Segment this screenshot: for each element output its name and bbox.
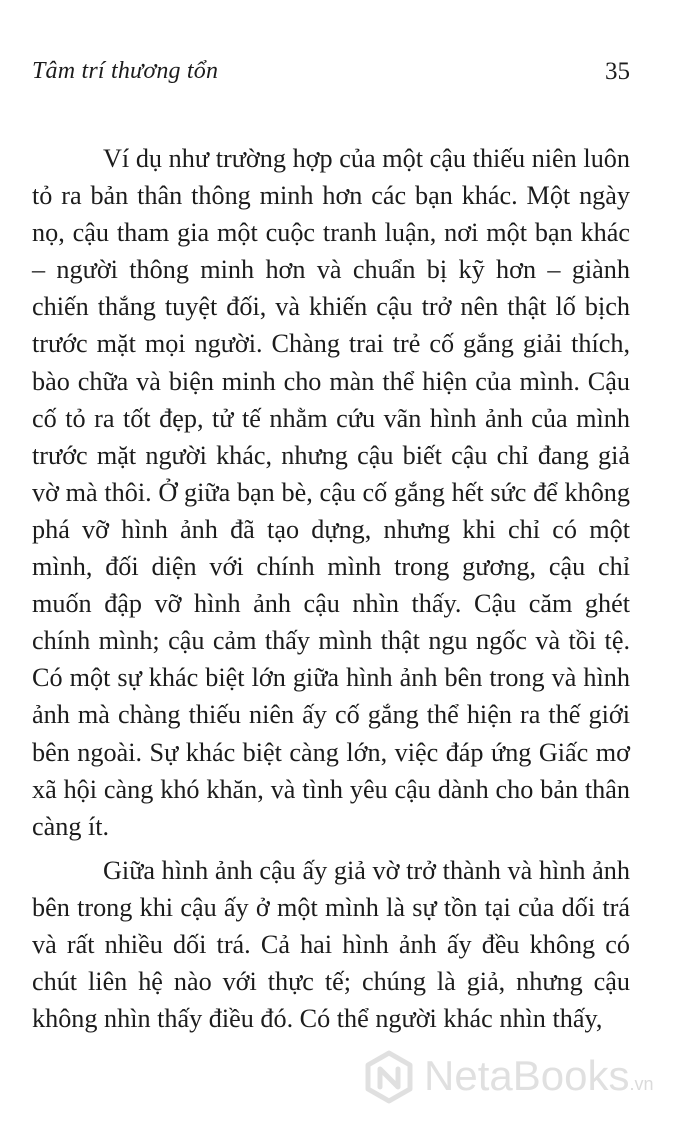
paragraph-1: Ví dụ như trường hợp của một cậu thiếu niên luôn tỏ ra bản thân thông minh hơn các bạn khác. Một ngày nọ, cậu tham gia một cuộc tranh luận, nơi một bạn khác – người thông minh hơn và chuẩn bị kỹ hơn – giành chiến thắng tuyệt đối, và khiến cậu trở nên thật lố bịch trước mặt mọi người. Chàng trai trẻ cố gắng giải thích, bào chữa và biện minh cho màn thể hiện của mình. Cậu cố tỏ ra tốt đẹp, tử tế nhằm cứu vãn hình ảnh của mình trước mặt người khác, nhưng cậu biết cậu chỉ đang giả vờ mà thôi. Ở giữa bạn bè, cậu cố gắng hết sức để không phá vỡ hình ảnh đã tạo dựng, nhưng khi chỉ có một mình, đối diện với chính mình trong gương, cậu chỉ muốn đập vỡ hình ảnh cậu nhìn thấy. Cậu căm ghét chính mình; cậu cảm thấy mình thật ngu ngốc và tồi tệ. Có một sự khác biệt lớn giữa hình ảnh bên trong và hình ảnh mà chàng thiếu niên ấy cố gắng thể hiện ra thế giới bên ngoài. Sự khác biệt càng lớn, việc đáp ứng Giấc mơ xã hội càng khó khăn, và tình yêu cậu dành cho bản thân càng ít. [32, 144, 630, 841]
netabooks-logo-icon [362, 1050, 416, 1104]
watermark [362, 1046, 692, 1110]
paragraph-2: Giữa hình ảnh cậu ấy giả vờ trở thành và hình ảnh bên trong khi cậu ấy ở một mình là sự tồn tại của dối trá và rất nhiều dối trá. Cả hai hình ảnh ấy đều không có chút liên hệ nào với thực tế; chúng là giả, nhưng cậu không nhìn thấy điều đó. Có thể người khác nhìn thấy, [32, 855, 630, 1034]
watermark-brand-suffix: .vn [629, 1074, 654, 1094]
page-number: 35 [605, 58, 630, 85]
running-title: Tâm trí thương tổn [32, 58, 219, 84]
watermark-brand [424, 1052, 653, 1100]
page-header [32, 58, 630, 94]
body-text [32, 140, 630, 1044]
watermark-brand-name: NetaBooks [424, 1052, 630, 1099]
